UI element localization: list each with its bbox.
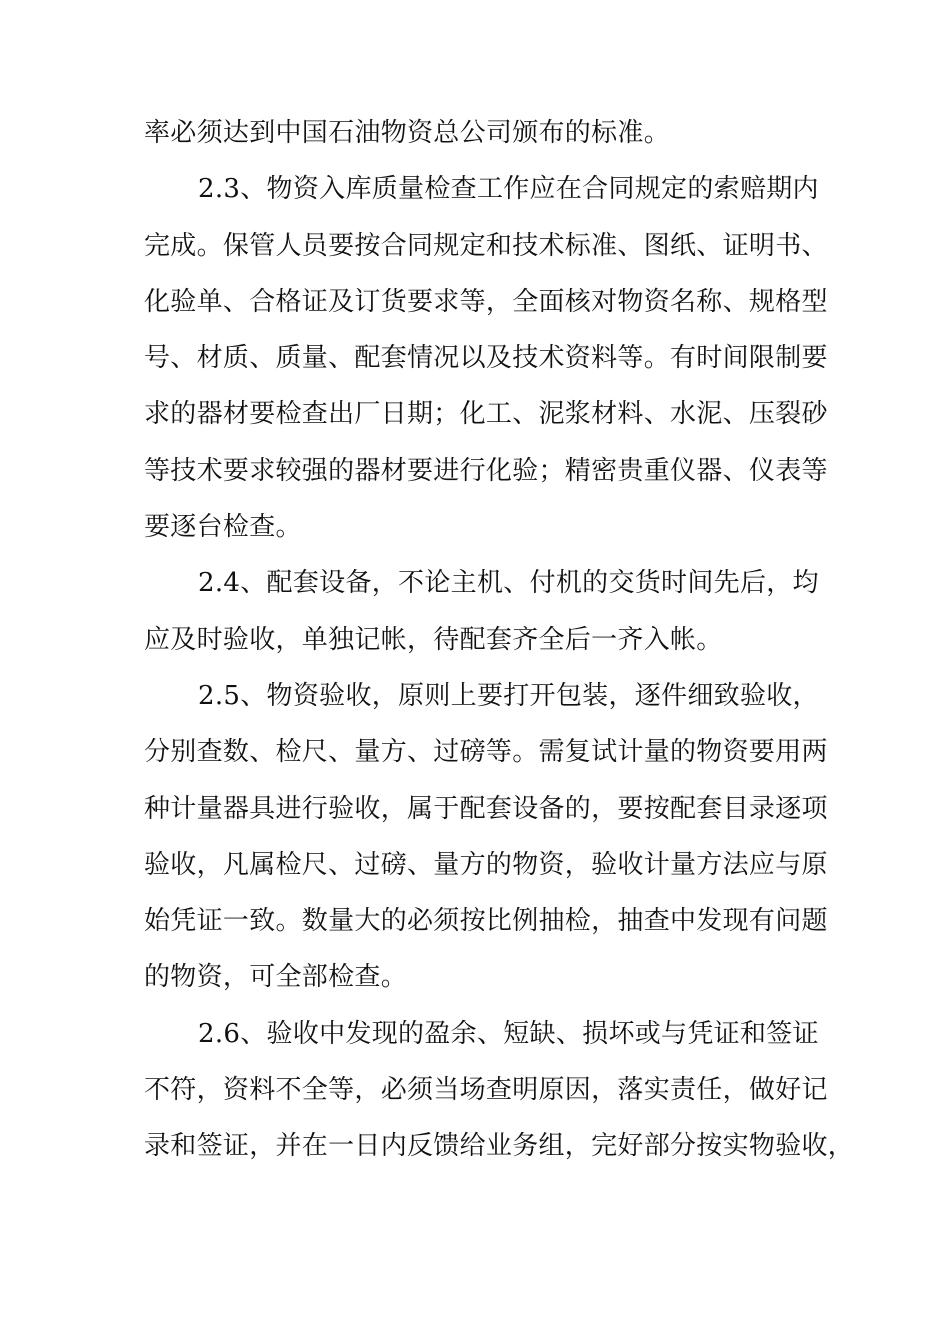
text-line: 化验单、合格证及订货要求等，全面核对物资名称、规格型 — [144, 286, 828, 317]
paragraph-2-6-start: 2.6、验收中发现的盈余、短缺、损坏或与凭证和签证 — [198, 1018, 819, 1049]
text-line: 种计量器具进行验收，属于配套设备的，要按配套目录逐项 — [144, 793, 828, 824]
text-line: 要逐台检查。 — [144, 512, 302, 543]
paragraph-2-5-start: 2.5、物资验收，原则上要打开包装，逐件细致验收， — [198, 680, 819, 711]
text-line: 始凭证一致。数量大的必须按比例抽检，抽查中发现有问题 — [144, 906, 828, 937]
text-line: 的物资，可全部检查。 — [144, 962, 408, 993]
paragraph-2-3-start: 2.3、物资入库质量检查工作应在合同规定的索赔期内 — [198, 174, 819, 205]
text-line: 等技术要求较强的器材要进行化验；精密贵重仪器、仪表等 — [144, 455, 828, 486]
text-line: 分别查数、检尺、量方、过磅等。需复试计量的物资要用两 — [144, 737, 828, 768]
text-line: 求的器材要检查出厂日期；化工、泥浆材料、水泥、压裂砂 — [144, 399, 828, 430]
text-line: 率必须达到中国石油物资总公司颁布的标准。 — [144, 118, 671, 148]
body-text — [144, 105, 855, 1175]
text-line: 应及时验收，单独记帐，待配套齐全后一齐入帐。 — [144, 624, 723, 655]
text-line: 录和签证，并在一日内反馈给业务组，完好部分按实物验收， — [144, 1131, 855, 1162]
text-line: 完成。保管人员要按合同规定和技术标准、图纸、证明书、 — [144, 230, 828, 261]
paragraph-2-4-start: 2.4、配套设备，不论主机、付机的交货时间先后，均 — [198, 568, 819, 599]
text-line: 验收，凡属检尺、过磅、量方的物资，验收计量方法应与原 — [144, 849, 828, 880]
text-line: 不符，资料不全等，必须当场查明原因，落实责任，做好记 — [144, 1075, 828, 1106]
text-line: 号、材质、质量、配套情况以及技术资料等。有时间限制要 — [144, 343, 828, 374]
